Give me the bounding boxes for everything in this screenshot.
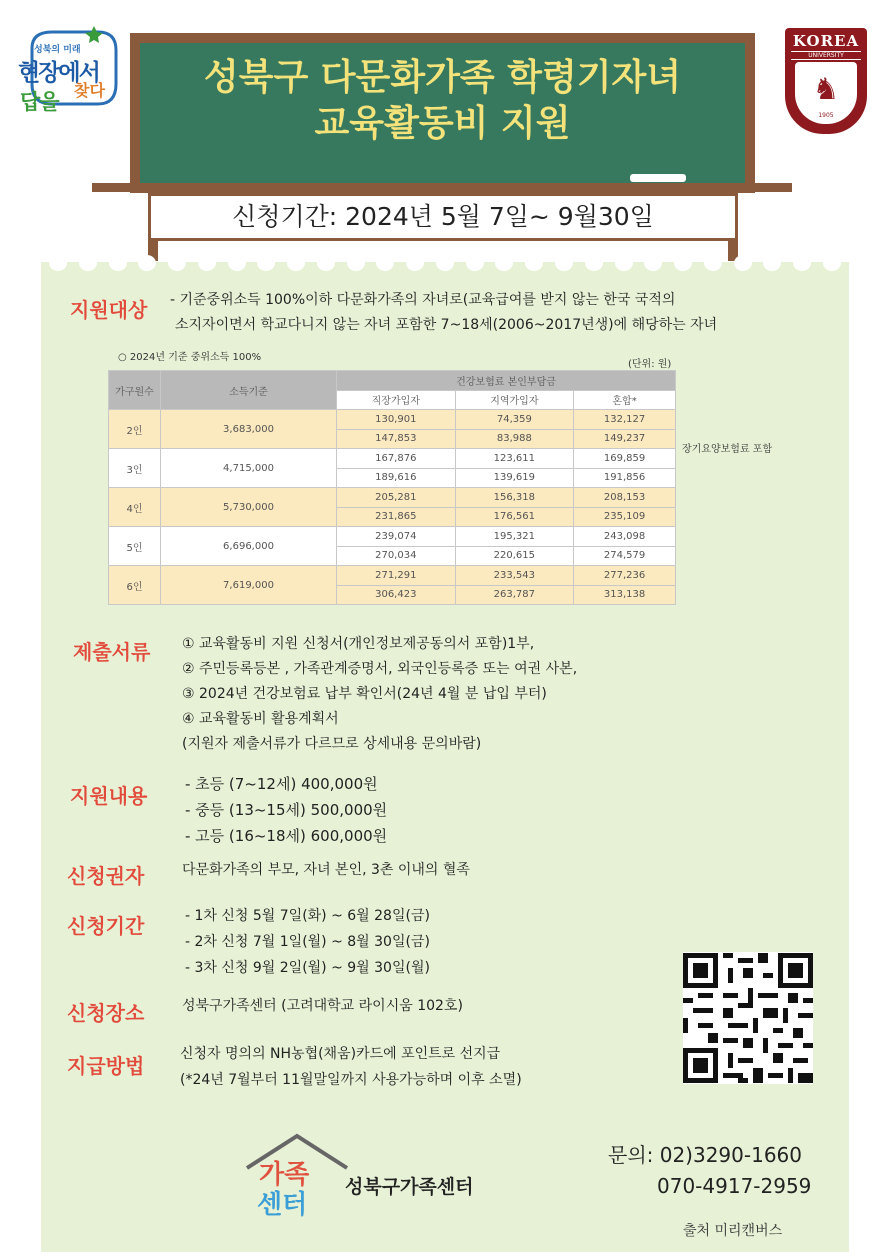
cell-value: 205,281 [337, 488, 456, 508]
seongbuk-logo [12, 20, 122, 120]
page-title [140, 55, 745, 147]
paper-scallop-edge [41, 255, 849, 271]
title-line-2: 교육활동비 지원 [314, 103, 571, 144]
document-item-3: ③ 2024년 건강보험료 납부 확인서(24년 4월 분 납입 부터) [182, 686, 547, 702]
cell-income: 7,619,000 [161, 566, 337, 605]
header-employee: 직장가입자 [337, 390, 456, 410]
documents-label: 제출서류 [73, 640, 151, 664]
period-item-2: - 2차 신청 7월 1일(월) ~ 8월 30일(금) [185, 934, 430, 950]
document-item-1: ① 교육활동비 지원 신청서(개인정보제공동의서 포함)1부, [182, 636, 535, 652]
header-regional: 지역가입자 [455, 390, 574, 410]
table-row [109, 410, 676, 430]
cell-value: 132,127 [574, 410, 676, 430]
payment-line-2: (*24년 7월부터 11월말일까지 사용가능하며 이후 소멸) [180, 1072, 522, 1088]
header-household: 가구원수 [109, 371, 161, 410]
cell-value: 231,865 [337, 507, 456, 527]
cell-value: 239,074 [337, 527, 456, 547]
cell-income: 3,683,000 [161, 410, 337, 449]
korea-university-logo [785, 28, 867, 134]
support-label: 지원내용 [70, 784, 148, 808]
cell-value: 156,318 [455, 488, 574, 508]
cell-value: 139,619 [455, 468, 574, 488]
contact-phone-1: 문의: 02)3290-1660 [608, 1143, 803, 1167]
cell-value: 83,988 [455, 429, 574, 449]
logo-family-text: 가족 [259, 1160, 310, 1190]
cell-size: 6인 [109, 566, 161, 605]
table-unit: (단위: 원) [628, 359, 672, 370]
place-label: 신청장소 [67, 1001, 145, 1025]
cell-value: 306,423 [337, 585, 456, 605]
logo-answer-text: 답을 [20, 90, 59, 114]
cell-value: 271,291 [337, 566, 456, 586]
payment-label: 지급방법 [67, 1054, 145, 1078]
cell-value: 149,237 [574, 429, 676, 449]
period-item-1: - 1차 신청 5월 7일(화) ~ 6월 28일(금) [185, 908, 430, 924]
income-table [108, 370, 676, 605]
cell-value: 147,853 [337, 429, 456, 449]
cell-value: 195,321 [455, 527, 574, 547]
cell-value: 169,859 [574, 449, 676, 469]
table-side-note: 장기요양보험료 포함 [682, 444, 773, 455]
cell-value: 130,901 [337, 410, 456, 430]
family-center-logo [243, 1132, 353, 1222]
cell-value: 176,561 [455, 507, 574, 527]
logo-small-text: 성북의 미래 [34, 45, 81, 55]
header-income: 소득기준 [161, 371, 337, 410]
korea-text: KOREA [792, 32, 860, 50]
contact-phone-2: 070-4917-2959 [657, 1174, 812, 1198]
table-note: ○ 2024년 기준 중위소득 100% [118, 352, 262, 363]
document-item-4: ④ 교육활동비 활용계획서 [182, 711, 339, 727]
cell-value: 263,787 [455, 585, 574, 605]
cell-income: 5,730,000 [161, 488, 337, 527]
source-credit: 출처 미리캔버스 [683, 1223, 783, 1239]
table-row [109, 566, 676, 586]
target-line-2: 소지자이면서 학교다니지 않는 자녀 포함한 7~18세(2006~2017년생)에 해당하는 자녀 [175, 317, 718, 333]
university-text: UNIVERSITY [791, 51, 861, 60]
payment-line-1: 신청자 명의의 NH농협(채움)카드에 포인트로 선지급 [180, 1046, 501, 1062]
cell-value: 208,153 [574, 488, 676, 508]
cell-value: 235,109 [574, 507, 676, 527]
cell-value: 313,138 [574, 585, 676, 605]
tiger-icon: ♞ [812, 72, 840, 107]
cell-value: 189,616 [337, 468, 456, 488]
qr-code-icon[interactable] [683, 952, 813, 1084]
support-item-3: - 고등 (16~18세) 600,000원 [185, 827, 388, 845]
support-item-1: - 초등 (7~12세) 400,000원 [185, 775, 378, 793]
cell-size: 5인 [109, 527, 161, 566]
table-row [109, 449, 676, 469]
header-mixed: 혼합* [574, 390, 676, 410]
period-item-3: - 3차 신청 9월 2일(월) ~ 9월 30일(월) [185, 960, 430, 976]
logo-center-text: 센터 [257, 1190, 308, 1220]
applicant-text: 다문화가족의 부모, 자녀 본인, 3촌 이내의 혈족 [182, 862, 470, 878]
chalk-icon [630, 174, 686, 182]
cell-income: 4,715,000 [161, 449, 337, 488]
center-name: 성북구가족센터 [345, 1176, 474, 1198]
title-line-1: 성북구 다문화가족 학령기자녀 [203, 57, 682, 98]
cell-value: 123,611 [455, 449, 574, 469]
cell-value: 167,876 [337, 449, 456, 469]
logo-main-text: 현장에서 [18, 60, 99, 86]
place-text: 성북구가족센터 (고려대학교 라이시움 102호) [182, 998, 463, 1014]
cell-value: 270,034 [337, 546, 456, 566]
cell-value: 274,579 [574, 546, 676, 566]
cell-value: 243,098 [574, 527, 676, 547]
header-premium: 건강보험료 본인부담금 [337, 371, 676, 391]
document-note: (지원자 제출서류가 다르므로 상세내용 문의바람) [182, 736, 482, 752]
cell-size: 3인 [109, 449, 161, 488]
cell-value: 220,615 [455, 546, 574, 566]
blackboard-ledge [92, 183, 792, 192]
cell-size: 4인 [109, 488, 161, 527]
support-item-2: - 중등 (13~15세) 500,000원 [185, 801, 388, 819]
document-item-2: ② 주민등록등본 , 가족관계증명서, 외국인등록증 또는 여권 사본, [182, 661, 578, 677]
founding-year: 1905 [818, 112, 834, 119]
period-banner: 신청기간: 2024년 5월 7일~ 9월30일 [232, 202, 654, 231]
cell-value: 277,236 [574, 566, 676, 586]
target-label: 지원대상 [70, 298, 148, 322]
cell-income: 6,696,000 [161, 527, 337, 566]
target-line-1: - 기준중위소득 100%이하 다문화가족의 자녀로(교육급여를 받지 않는 한국 국적의 [170, 292, 676, 308]
applicant-label: 신청권자 [67, 864, 145, 888]
cell-value: 74,359 [455, 410, 574, 430]
logo-find-text: 찾다 [74, 81, 105, 100]
cell-size: 2인 [109, 410, 161, 449]
period-label: 신청기간 [67, 914, 145, 938]
cell-value: 233,543 [455, 566, 574, 586]
table-row [109, 488, 676, 508]
cell-value: 191,856 [574, 468, 676, 488]
table-row [109, 527, 676, 547]
